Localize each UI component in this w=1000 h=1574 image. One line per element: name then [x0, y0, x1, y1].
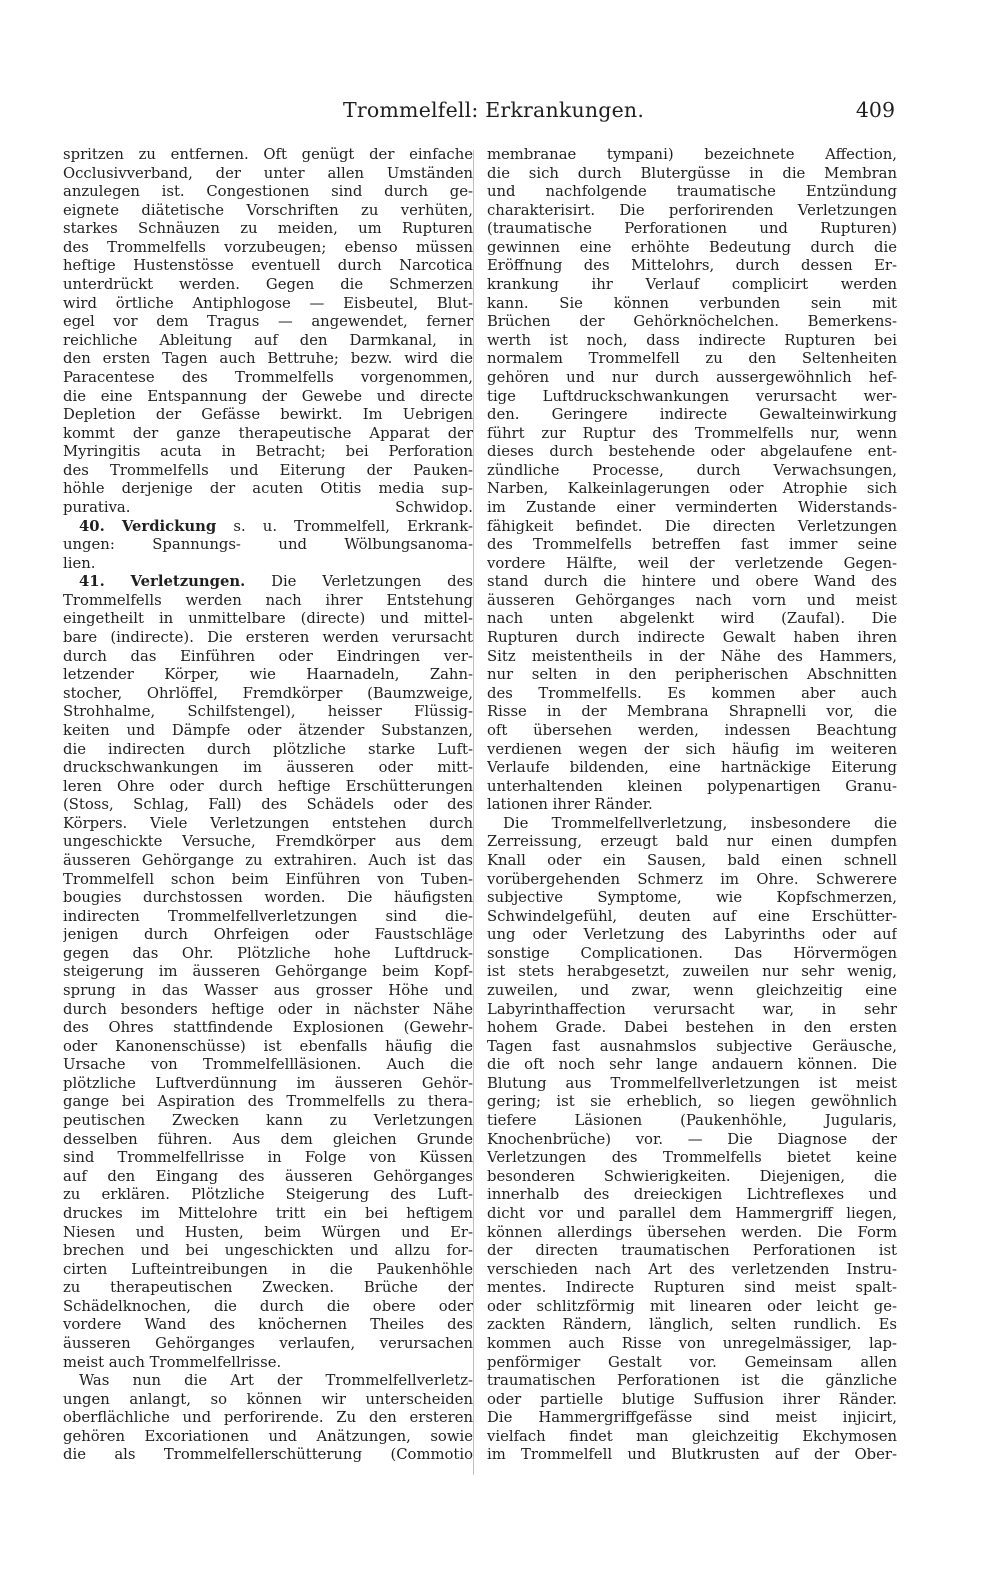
text-line: der directen traumatischen Perforationen ist: [487, 1242, 897, 1260]
running-header: [60, 97, 895, 129]
left-column: [63, 146, 473, 1465]
text-line: egel vor dem Tragus — angewendet, ferner: [63, 313, 473, 331]
text-line: Paracentese des Trommelfells vorgenommen,: [63, 368, 473, 386]
text-line: bougies durchstossen worden. Die häufigsten: [63, 889, 473, 907]
text-line: krankung ihr Verlauf complicirt werden: [487, 276, 897, 294]
text-line: Labyrinthaffection verursacht war, in sehr: [487, 1000, 897, 1018]
text-line: zu therapeutischen Zwecken. Brüche der: [63, 1279, 473, 1297]
text-line: Tagen fast ausnahmslos subjective Geräusche,: [487, 1037, 897, 1055]
text-line: cirten Lufteintreibungen in die Paukenhöhle: [63, 1260, 473, 1278]
text-line: Strohhalme, Schilfstengel), heisser Flüssig-: [63, 703, 473, 721]
text-line: durch besonders heftige oder in nächster Nähe: [63, 1000, 473, 1018]
text-line: des Ohres stattfindende Explosionen (Gewehr-: [63, 1019, 473, 1037]
text-line: Sitz meistentheils in der Nähe des Hammers,: [487, 647, 897, 665]
text-line: den. Geringere indirecte Gewalteinwirkung: [487, 406, 897, 424]
text-line: ungen anlangt, so können wir unterscheiden: [63, 1390, 473, 1408]
text-line: sonstige Complicationen. Das Hörvermögen: [487, 944, 897, 962]
text-line: Rupturen durch indirecte Gewalt haben ihren: [487, 629, 897, 647]
text-line: zu erklären. Plötzliche Steigerung des Luft-: [63, 1186, 473, 1204]
page-number: 409: [855, 98, 895, 122]
text-line: Brüchen der Gehörknöchelchen. Bemerkens-: [487, 313, 897, 331]
text-line: die oft noch sehr lange andauern können. Die: [487, 1056, 897, 1074]
text-line: ist stets herabgesetzt, zuweilen nur sehr wenig,: [487, 963, 897, 981]
text-line: äusseren Gehörgange zu extrahiren. Auch ist das: [63, 851, 473, 869]
text-line: nur selten in den peripherischen Abschnitten: [487, 666, 897, 684]
text-line: starkes Schnäuzen zu meiden, um Rupturen: [63, 220, 473, 238]
text-line: durch das Einführen oder Eindringen ver-: [63, 647, 473, 665]
signoff-text: purativa.: [63, 498, 131, 516]
text-line: stocher, Ohrlöffel, Fremdkörper (Baumzweige,: [63, 684, 473, 702]
text-line: hohem Grade. Dabei bestehen in den ersten: [487, 1019, 897, 1037]
text-line: traumatischen Perforationen ist die gänzliche: [487, 1372, 897, 1390]
text-line: letzender Körper, wie Haarnadeln, Zahn-: [63, 666, 473, 684]
text-line: werth ist noch, dass indirecte Rupturen bei: [487, 331, 897, 349]
text-line: zündliche Processe, durch Verwachsungen,: [487, 461, 897, 479]
text-line: gegen das Ohr. Plötzliche hohe Luftdruck-: [63, 944, 473, 962]
text-line: lien.: [63, 554, 96, 572]
text-line: druckschwankungen im äusseren oder mitt-: [63, 759, 473, 777]
text-line: oder partielle blutige Suffusion ihrer Ränder.: [487, 1390, 897, 1408]
column-rule: [473, 150, 474, 1475]
text-line: gering; ist sie erheblich, so liegen gewöhnlich: [487, 1093, 897, 1111]
text-line: vordere Wand des knöchernen Theiles des: [63, 1316, 473, 1334]
text-line: normalem Trommelfell zu den Seltenheiten: [487, 350, 897, 368]
text-line: membranae tympani) bezeichnete Affection,: [487, 146, 897, 163]
text-line: Zerreissung, erzeugt bald nur einen dumpfen: [487, 833, 897, 851]
text-line: Schwindelgefühl, deuten auf eine Erschütter-: [487, 907, 897, 925]
text-line: (traumatische Perforationen und Rupturen): [487, 220, 897, 238]
text-line: Was nun die Art der Trommelfellverletz-: [79, 1372, 473, 1390]
entry-text: Die Verletzungen des: [271, 573, 473, 591]
text-line: Myringitis acuta in Betracht; bei Perforation: [63, 443, 473, 461]
text-line: und nachfolgende traumatische Entzündung: [487, 183, 897, 201]
text-line: des Trommelfells vorzubeugen; ebenso müssen: [63, 238, 473, 256]
text-line: verdienen wegen der sich häufig im weiteren: [487, 740, 897, 758]
text-line: Knochenbrüche) vor. — Die Diagnose der: [487, 1130, 897, 1148]
text-line: dieses durch bestehende oder abgelaufene ent-: [487, 443, 897, 461]
text-line: plötzliche Luftverdünnung im äusseren Gehör-: [63, 1074, 473, 1092]
text-line: desselben führen. Aus dem gleichen Grunde: [63, 1130, 473, 1148]
entry-number: 41.: [79, 573, 105, 591]
text-line: die als Trommelfellerschütterung (Commotio: [63, 1446, 473, 1464]
entry-number: 40.: [79, 517, 105, 535]
entry-40-heading: [63, 518, 473, 537]
text-line: ung oder Verletzung des Labyrinths oder auf: [487, 926, 897, 944]
text-line: führt zur Ruptur des Trommelfells nur, wenn: [487, 424, 897, 442]
signoff-author: Schwidop.: [395, 498, 473, 516]
entry-text: s. u. Trommelfell, Erkrank-: [233, 517, 473, 535]
text-line: nach unten abgelenkt wird (Zaufal). Die: [487, 610, 897, 628]
text-line: den ersten Tagen auch Bettruhe; bezw. wird die: [63, 350, 473, 368]
text-line: keiten und Dämpfe oder ätzender Substanzen,: [63, 721, 473, 739]
text-line: Die Hammergriffgefässe sind meist injicirt,: [487, 1409, 897, 1427]
text-line: wird örtliche Antiphlogose — Eisbeutel, Blut-: [63, 294, 473, 312]
text-line: unterdrückt werden. Gegen die Schmerzen: [63, 276, 473, 294]
text-line: kommt der ganze therapeutische Apparat der: [63, 424, 473, 442]
text-line: des Trommelfells und Eiterung der Pauken-: [63, 461, 473, 479]
text-line: äusseren Gehörganges verlaufen, verursachen: [63, 1335, 473, 1352]
text-line: äusseren Gehörganges nach vorn und meist: [487, 591, 897, 609]
text-line: spritzen zu entfernen. Oft genügt der einfache: [63, 146, 473, 163]
text-line: stand durch die hintere und obere Wand des: [487, 573, 897, 591]
text-line: vorübergehenden Schmerz im Ohre. Schwerere: [487, 870, 897, 888]
text-line: Ursache von Trommelfellläsionen. Auch die: [63, 1056, 473, 1074]
text-line: eignete diätetische Vorschriften zu verhüten,: [63, 201, 473, 219]
text-line: kann. Sie können verbunden sein mit: [487, 294, 897, 312]
text-line: dicht vor und parallel dem Hammergriff liegen,: [487, 1204, 897, 1222]
text-line: kommen auch Risse von unregelmässiger, lap-: [487, 1335, 897, 1352]
text-line: zuweilen, und zwar, wenn gleichzeitig eine: [487, 982, 897, 1000]
text-line: anzulegen ist. Congestionen sind durch ge-: [63, 183, 473, 201]
text-line: (Stoss, Schlag, Fall) des Schädels oder des: [63, 796, 473, 814]
text-line: des Trommelfells betreffen fast immer seine: [487, 536, 897, 554]
text-line: vordere Hälfte, weil der verletzende Gegen-: [487, 554, 897, 572]
text-line: des Trommelfells. Es kommen aber auch: [487, 684, 897, 702]
text-line: vielfach findet man gleichzeitig Ekchymosen: [487, 1427, 897, 1445]
text-line: meist auch Trommelfellrisse.: [63, 1353, 282, 1371]
text-line: mentes. Indirecte Rupturen sind meist spalt-: [487, 1279, 897, 1297]
text-line: im Zustande einer verminderten Widerstands-: [487, 498, 897, 516]
text-line: die indirecten durch plötzliche starke Luft-: [63, 740, 473, 758]
text-line: reichliche Ableitung auf den Darmkanal, in: [63, 331, 473, 349]
text-line: ungen: Spannungs- und Wölbungsanoma-: [63, 536, 473, 554]
text-line: sprung in das Wasser aus grosser Höhe und: [63, 982, 473, 1000]
text-line: brechen und bei ungeschickten und allzu for-: [63, 1242, 473, 1260]
text-line: charakterisirt. Die perforirenden Verletzungen: [487, 201, 897, 219]
text-line: gange bei Aspiration des Trommelfells zu thera-: [63, 1093, 473, 1111]
text-line: höhle derjenige der acuten Otitis media sup-: [63, 480, 473, 498]
text-line: Verlaufe bildenden, eine hartnäckige Eiterung: [487, 759, 897, 777]
text-line: Niesen und Husten, beim Würgen und Er-: [63, 1223, 473, 1241]
text-line: steigerung im äusseren Gehörgange beim Kopf-: [63, 963, 473, 981]
text-line: Verletzungen des Trommelfells bietet keine: [487, 1149, 897, 1167]
text-line: Trommelfell schon beim Einführen von Tuben-: [63, 870, 473, 888]
text-line: heftige Hustenstösse eventuell durch Narcotica: [63, 257, 473, 275]
text-line: verschieden nach Art des verletzenden Instru-: [487, 1260, 897, 1278]
text-line: bare (indirecte). Die ersteren werden verursacht: [63, 629, 473, 647]
entry-headword: Verdickung: [121, 517, 217, 535]
text-line: subjective Symptome, wie Kopfschmerzen,: [487, 889, 897, 907]
text-line: zackten Rändern, länglich, selten rundlich. Es: [487, 1316, 897, 1334]
text-line: oder schlitzförmig mit linearen oder leicht ge-: [487, 1297, 897, 1315]
text-line: innerhalb des dreieckigen Lichtreflexes und: [487, 1186, 897, 1204]
text-line: druckes im Mittelohre tritt ein bei heftigem: [63, 1204, 473, 1222]
text-line: penförmiger Gestalt vor. Gemeinsam allen: [487, 1353, 897, 1371]
text-line: können allerdings übersehen werden. Die Form: [487, 1223, 897, 1241]
entry-41-heading: [63, 573, 473, 592]
text-line: gehören und nur durch aussergewöhnlich hef-: [487, 368, 897, 386]
text-line: gehören Excoriationen und Anätzungen, sowie: [63, 1427, 473, 1445]
text-line: ungeschickte Versuche, Fremdkörper aus dem: [63, 833, 473, 851]
text-line: leren Ohre oder durch heftige Erschütterungen: [63, 777, 473, 795]
text-line: Blutung aus Trommelfellverletzungen ist meist: [487, 1074, 897, 1092]
text-line: indirecten Trommelfellverletzungen sind die-: [63, 907, 473, 925]
text-line: lationen ihrer Ränder.: [487, 796, 653, 814]
text-line: gewinnen eine erhöhte Bedeutung durch die: [487, 238, 897, 256]
text-line: Schädelknochen, die durch die obere oder: [63, 1297, 473, 1315]
text-line: Knall oder ein Sausen, bald einen schnell: [487, 851, 897, 869]
text-line: oberflächliche und perforirende. Zu den ersteren: [63, 1409, 473, 1427]
entry-headword: Verletzungen.: [130, 573, 246, 591]
text-line: die sich durch Blutergüsse in die Membran: [487, 164, 897, 182]
text-line: eingetheilt in unmittelbare (directe) und mittel-: [63, 610, 473, 628]
text-line: peutischen Zwecken kann zu Verletzungen: [63, 1112, 473, 1130]
text-line: Eröffnung des Mittelohrs, durch dessen Er-: [487, 257, 897, 275]
text-line: Körpers. Viele Verletzungen entstehen durch: [63, 814, 473, 832]
text-line: die eine Entspannung der Gewebe und directe: [63, 387, 473, 405]
right-column: [487, 146, 897, 1465]
text-line: Trommelfells werden nach ihrer Entstehung: [63, 591, 473, 609]
signoff-line: [63, 499, 473, 518]
text-line: Narben, Kalkeinlagerungen oder Atrophie sich: [487, 480, 897, 498]
text-line: oft übersehen werden, indessen Beachtung: [487, 721, 897, 739]
text-line: tige Luftdruckschwankungen verursacht wer-: [487, 387, 897, 405]
text-line: besonderen Schwierigkeiten. Diejenigen, die: [487, 1167, 897, 1185]
text-line: Risse in der Membrana Shrapnelli vor, die: [487, 703, 897, 721]
text-line: Die Trommelfellverletzung, insbesondere die: [503, 814, 897, 832]
text-line: unterhaltenden kleinen polypenartigen Granu-: [487, 777, 897, 795]
text-line: auf den Eingang des äusseren Gehörganges: [63, 1167, 473, 1185]
text-line: jenigen durch Ohrfeigen oder Faustschläge: [63, 926, 473, 944]
text-line: tiefere Läsionen (Paukenhöhle, Jugularis,: [487, 1112, 897, 1130]
text-line: im Trommelfell und Blutkrusten auf der Ober-: [487, 1446, 897, 1464]
text-line: sind Trommelfellrisse in Folge von Küssen: [63, 1149, 473, 1167]
text-line: Depletion der Gefässe bewirkt. Im Uebrigen: [63, 406, 473, 424]
text-line: fähigkeit befindet. Die directen Verletzungen: [487, 517, 897, 535]
running-title: Trommelfell: Erkrankungen.: [343, 98, 645, 122]
text-line: oder Kanonenschüsse) ist ebenfalls häufig die: [63, 1037, 473, 1055]
text-line: Occlusivverband, der unter allen Umständen: [63, 164, 473, 182]
